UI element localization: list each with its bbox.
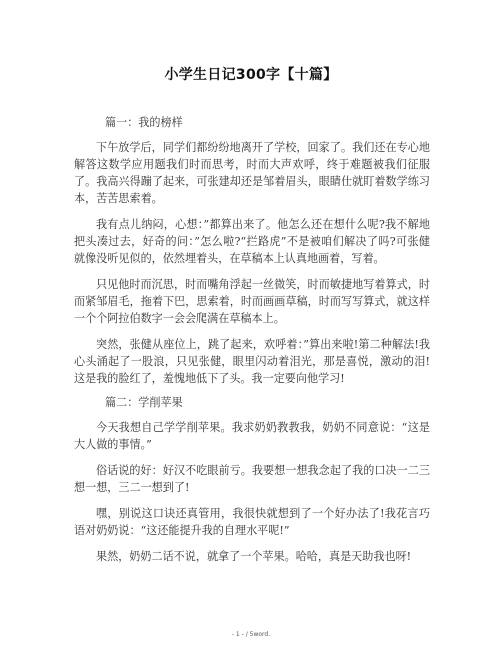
document-body: [74, 114, 430, 574]
paragraph: 俗话说的好：好汉不吃眼前亏。我要想一想我念起了我的口决一二三想一想，三二一想到了!: [74, 464, 430, 494]
paragraph: 嘿，别说这口诀还真管用，我很快就想到了一个好办法了!我花言巧语对奶奶说：“这还能提升我的自理水平呢!”: [74, 507, 430, 537]
page-footer: - 1 - / 5word.: [231, 631, 271, 638]
section-heading: 篇二：学削苹果: [105, 396, 183, 409]
paragraph: 只见他时而沉思，时而嘴角浮起一丝微笑，时而敏捷地写着算式，时而紧邹眉毛，拖着下巴，思索着，时而画画草稿，时而写写算式，就这样一个个阿拉伯数字一会会爬满在草稿本上。: [74, 278, 430, 325]
section-1: [74, 114, 430, 387]
paragraph: 下午放学后，同学们都纷纷地离开了学校，回家了。我们还在专心地解答这数学应用题我们时而思考，时而大声欢呼，终于难题被我们征服了。我高兴得蹦了起来，可张建却还是邹着眉头，眼睛仕就盯着数学练习本，苦苦思索着。: [74, 141, 430, 205]
section-heading: 篇一：我的榜样: [105, 116, 183, 129]
paragraph: 突然，张健从座位上，跳了起来，欢呼着：”算出来啦!第二种解法!我心头涌起了一股浪，只见张健，眼里闪动着泪光，那是喜悦，激动的泪!这是我的脸红了，羞愧地低下了头。我一定要向他学习!: [74, 338, 430, 385]
paragraph: 果然，奶奶二话不说，就拿了一个苹果。哈哈，真是天助我也呀!: [96, 550, 412, 563]
section-2: [74, 394, 430, 565]
paragraph: 今天我想自己学学削苹果。我求奶奶教教我，奶奶不同意说：“这是大人做的事情。”: [74, 421, 430, 451]
document-title: 小学生日记300字【十篇】: [164, 67, 338, 83]
paragraph: 我有点儿纳闷，心想：”都算出来了。他怎么还在想什么呢?我不解地把头凑过去，好奇的问：”怎么啦?“拦路虎”不是被咱们解决了吗?可张健就像没听见似的，依然埋着头，在草稿本上认真地画着，写着。: [74, 218, 430, 265]
